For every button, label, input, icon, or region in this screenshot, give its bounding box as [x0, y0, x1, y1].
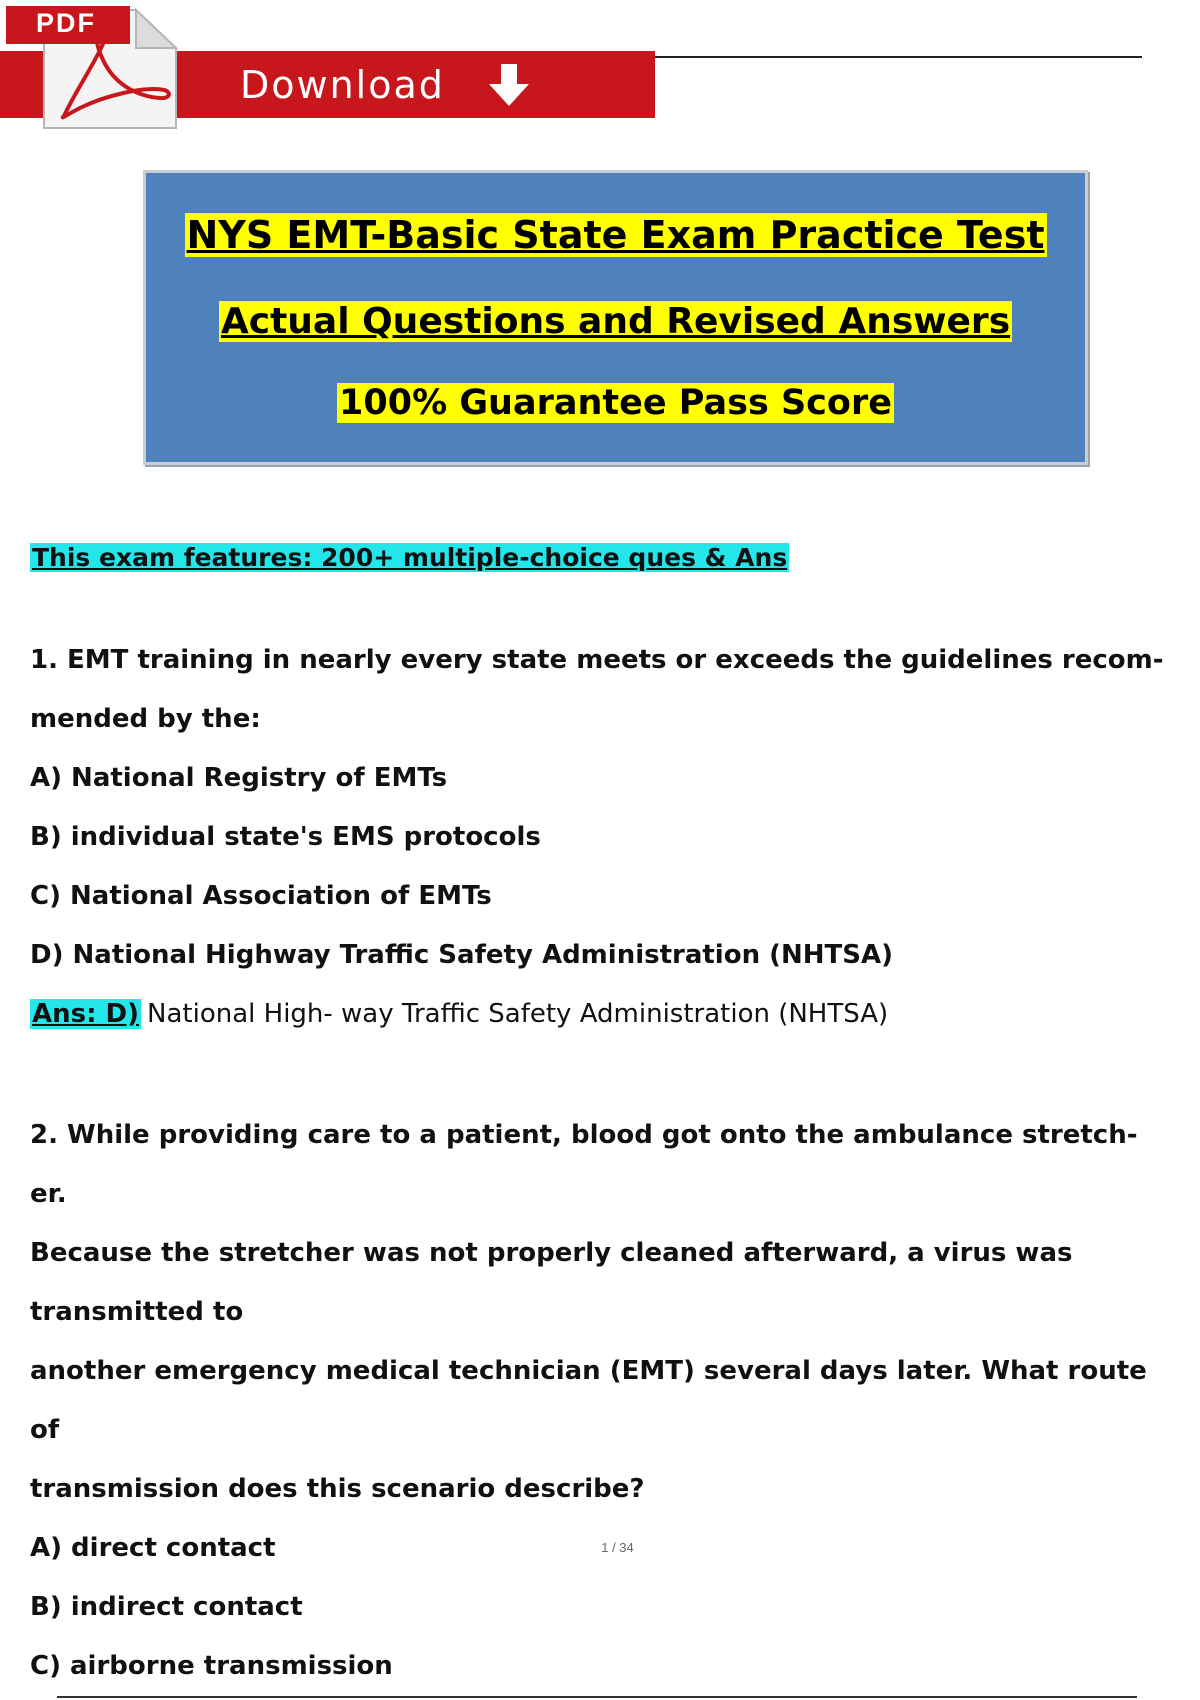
question-stem-line: another emergency medical technician (EMT) several days later. What route of: [30, 1356, 1147, 1445]
question-1: [30, 631, 1180, 1044]
title-box: [143, 170, 1088, 465]
option-b: B) individual state's EMS protocols: [30, 822, 541, 852]
option-c: C) airborne transmission: [30, 1651, 393, 1681]
page-indicator: 1 / 34: [601, 1540, 634, 1555]
option-c: C) National Association of EMTs: [30, 881, 492, 911]
features-note: This exam features: 200+ multiple-choice ques & Ans: [32, 543, 788, 572]
title-line-2: [146, 301, 1085, 342]
title-main: NYS EMT-Basic State Exam Practice Test: [186, 213, 1045, 257]
download-label: Download: [240, 62, 445, 107]
title-subtitle: Actual Questions and Revised Answers: [220, 301, 1011, 342]
question-stem-line: 1. EMT training in nearly every state meets or exceeds the guidelines recom-: [30, 645, 1164, 675]
arrow-down-icon: [487, 62, 531, 108]
answer-line: [30, 985, 1180, 1044]
question-2: [30, 1106, 1180, 1696]
title-line-1: [146, 213, 1085, 257]
banner-divider: [655, 56, 1142, 58]
title-line-3: [146, 383, 1085, 423]
option-a: A) National Registry of EMTs: [30, 763, 448, 793]
option-b: B) indirect contact: [30, 1592, 303, 1622]
answer-tag: Ans: D): [32, 999, 140, 1029]
question-stem-line: 2. While providing care to a patient, blood got onto the ambulance stretch- er.: [30, 1120, 1138, 1209]
question-stem-line: Because the stretcher was not properly cleaned afterward, a virus was transmitted to: [30, 1238, 1073, 1327]
question-stem-line: mended by the:: [30, 704, 261, 734]
option-d: D) National Highway Traffic Safety Administration (NHTSA): [30, 940, 894, 970]
answer-text: National High- way Traffic Safety Administration (NHTSA): [147, 999, 889, 1029]
download-button[interactable]: [240, 51, 640, 118]
title-guarantee: 100% Guarantee Pass Score: [339, 383, 892, 423]
footer-divider: [57, 1696, 1137, 1698]
pdf-label: PDF: [36, 8, 96, 38]
question-stem-line: transmission does this scenario describe?: [30, 1474, 645, 1504]
header-banner: [0, 0, 1200, 150]
option-a: A) direct contact: [30, 1533, 276, 1563]
